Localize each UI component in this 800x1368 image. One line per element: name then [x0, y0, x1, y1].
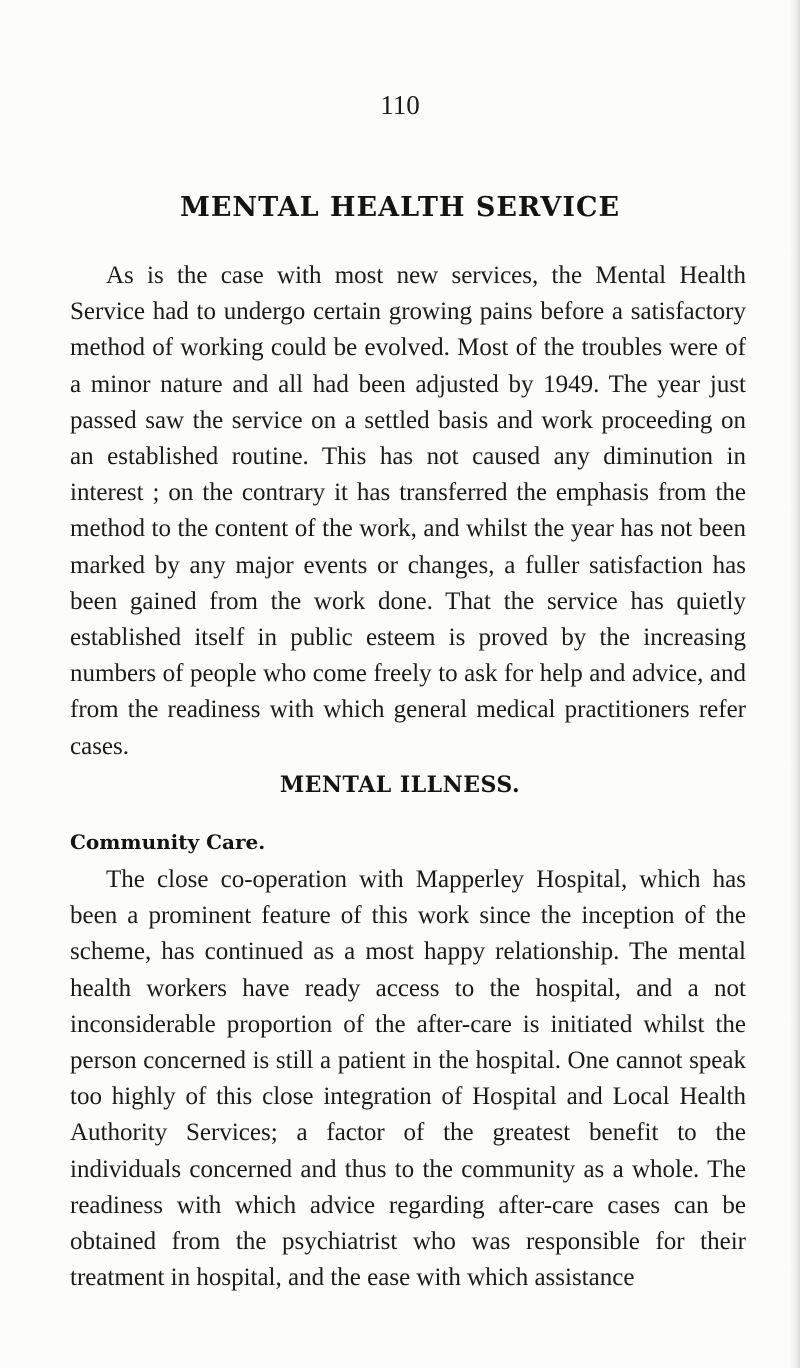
section-title: MENTAL ILLNESS. — [279, 772, 521, 798]
section-paragraph: The close co-operation with Mapperley Hospital, which has been a prominent feature of this work since the inception of the scheme, has continued as a most happy relationship. The mental health workers have ready access to the hospital, and a not inconsiderable proportion of the after-care is initiated whilst the person concerned is still a patient in the hospital. One cannot speak too highly of this close integration of Hospital and Local Health Authority Services; a factor of the greatest benefit to the individuals concerned and thus to the community as a whole. The readiness with which advice regarding after-care cases can be obtained from the psychiatrist who was responsible for their treatment in hospital, and the ease with which assistance — [70, 866, 746, 1292]
page-title: MENTAL HEALTH SERVICE — [179, 192, 621, 223]
intro-paragraph: As is the case with most new services, the Mental Health Service had to undergo certain growing pains before a satisfactory method of working could be evolved. Most of the troubles were of a minor nature and all had been adjusted by 1949. The year just passed saw the service on a settled basis and work proceeding on an established routine. This has not caused any diminution in interest ; on the contrary it has transferred the emphasis from the method to the content of the work, and whilst the year has not been marked by any major events or changes, a fuller satisfaction has been gained from the work done. That the service has quietly established itself in public esteem is proved by the increasing numbers of people who come freely to ask for help and advice, and from the readiness with which general medical practitioners refer cases. — [70, 262, 746, 760]
subsection-title: Community Care. — [70, 830, 266, 854]
page-number: 110 — [380, 90, 420, 120]
